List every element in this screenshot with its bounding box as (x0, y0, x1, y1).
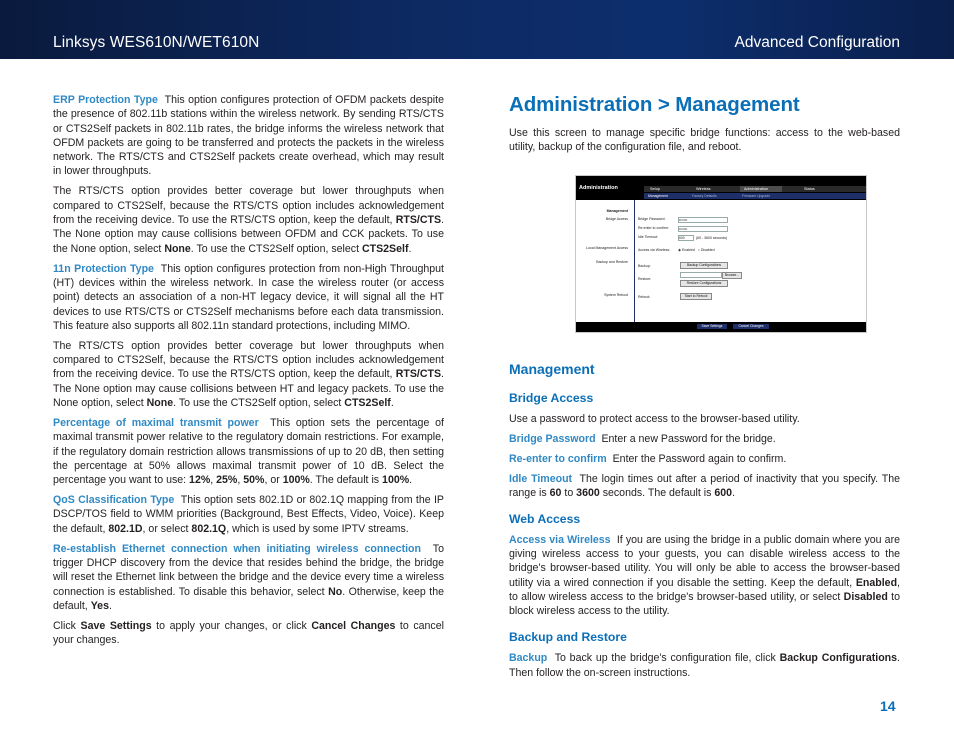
bridge-access-intro: Use a password to protect access to the browser-based utility. (509, 412, 800, 425)
idle-timeout-paragraph: Idle Timeout The login times out after a period of inactivity that you specify. The range is 60 to 3600 seconds. The default is 600. (509, 472, 900, 499)
screenshot-cancel-button: Cancel Changes (733, 324, 769, 329)
screenshot-backup-button: Backup Configurations (680, 262, 728, 269)
rts-paragraph-2: The RTS/CTS option provides better coverage but lower throughputs when compared to CTS2Self, because the RTS/CTS option includes acknowledgement from the receiving device. To use the RTS/CTS option, keep the default, RTS/CTS. The None option may cause collisions between HT and legacy packets. To use the None option, select None. To use the CTS2Self option, select CTS2Self. (53, 339, 444, 409)
screenshot-subnav-management: Management (648, 193, 668, 198)
bridge-password-paragraph: Bridge Password Enter a new Password for the bridge. (509, 432, 776, 445)
screenshot-restore-file-field (680, 272, 722, 278)
screenshot-label-wireless: Access via Wireless: (638, 247, 671, 252)
rts-paragraph-1: The RTS/CTS option provides better coverage but lower throughputs when compared to CTS2Self, because the RTS/CTS option includes acknowledgement from the receiving device. To use the RTS/CTS option, keep the default, RTS/CTS. The None option may cause collisions between OFDM and CCK packets. To use the None option, select None. To use the CTS2Self option, select CTS2Self. (53, 185, 444, 255)
access-wireless-term: Access via Wireless (509, 533, 611, 546)
screenshot-confirm-field: ••••••• (678, 226, 728, 232)
backup-paragraph: Backup To back up the bridge's configuration file, click Backup Configurations. Then follow the on-screen instructions. (509, 652, 900, 679)
page-header (0, 0, 954, 59)
page-title: Administration > Management (509, 93, 800, 116)
screenshot-label-restore: Restore: (638, 276, 652, 281)
screenshot-timeout-field: 600 (678, 235, 694, 241)
screenshot-radio-enabled: ◉ Enabled ○ Disabled (678, 247, 715, 252)
screenshot-restore-button: Restore Configurations (680, 280, 728, 287)
management-screenshot (575, 175, 867, 333)
save-paragraph: Click Save Settings to apply your changes, or click Cancel Changes to cancel your changes. (53, 619, 444, 647)
page-number: 14 (880, 698, 896, 714)
screenshot-side-bridge-access: Bridge Access (605, 216, 628, 221)
web-access-heading: Web Access (509, 511, 581, 526)
right-column (509, 93, 900, 686)
screenshot-side-local-access: Local Management Access (586, 245, 628, 250)
management-heading: Management (509, 360, 595, 377)
screenshot-browse-button: Browse... (722, 272, 742, 279)
qos-paragraph: QoS Classification Type This option sets 802.1D or 802.1Q mapping from the IP DSCP/TOS field to WMM priorities (Background, Best Effects, Video, Voice). Keep the default, 802.1D, or select 802.1Q, which is used by some IPTV streams. (53, 494, 445, 535)
intro-paragraph: Use this screen to manage specific bridge functions: access to the web-based utility, backup of the configuration file, and reboot. (509, 127, 900, 154)
screenshot-nav-status: Status (804, 186, 815, 191)
reenter-paragraph: Re-enter to confirm Enter the Password again to confirm. (509, 452, 787, 465)
product-name: Linksys WES610N/WET610N (53, 34, 260, 51)
screenshot-label-confirm: Re-enter to confirm: (638, 225, 669, 230)
screenshot-label-reboot: Reboot: (638, 294, 651, 299)
backup-term: Backup (509, 652, 548, 665)
bridge-password-term: Bridge Password (509, 432, 596, 445)
erp-paragraph: ERP Protection Type This option configures protection of OFDM packets despite the presence of 802.11b stations within the wireless network. By sending RTS/CTS or CTS2Self packets in 802.11b rates, the bridge informs the wireless network that OFDM packets are going to be transferred and protects the packets in the wireless network. The RTS/CTS and CTS2Self packets create overhead, which may result in lower throughputs. (53, 94, 444, 178)
screenshot-nav-administration: Administration (744, 186, 769, 191)
screenshot-brand: Administration (579, 184, 618, 191)
percentage-term: Percentage of maximal transmit power (53, 416, 259, 429)
backup-restore-heading: Backup and Restore (509, 630, 627, 645)
screenshot-side-reboot: System Reboot (604, 292, 628, 297)
screenshot-subnav-firmware: Firmware Upgrade (742, 193, 771, 198)
screenshot-nav-setup: Setup (650, 186, 660, 191)
erp-term: ERP Protection Type (53, 94, 158, 106)
screenshot-label-backup: Backup: (638, 263, 651, 268)
reestablish-paragraph: Re-establish Ethernet connection when initiating wireless connection To trigger DHCP discovery from the device that resides behind the bridge, the bridge will reset the Ethernet link between the bridge and the device every time a wireless connection is established. To disable this behavior, select No. Otherwise, keep the default, Yes. (53, 542, 444, 612)
screenshot-reboot-button: Start to Reboot (680, 293, 712, 300)
screenshot-subnav-factory: Factory Defaults (692, 193, 717, 198)
n11-paragraph: 11n Protection Type This option configures protection from non-High Throughput (HT) devices within the wireless network. In case the wireless router (or access point) detects an association of a non-HT legacy device, it will signal all the HT devices to use RTS/CTS or CTS2Self mechanisms before each data transmission. This feature also supports all 802.11n standard protections, including MIMO. (53, 262, 445, 332)
n11-term: 11n Protection Type (53, 262, 154, 275)
screenshot-side-backup: Backup and Restore (596, 259, 628, 264)
reenter-term: Re-enter to confirm (509, 452, 607, 465)
percentage-paragraph: Percentage of maximal transmit power This option sets the percentage of maximal transmit power relative to the regulatory domain restrictions. For example, if the regulatory domain restriction allows transmissions of up to 20 dB, then setting the percentage at 50% allows maximal transmit power of 10 dB. Select the percentage you want to use: 12%, 25%, 50%, or 100%. The default is 100%. (53, 416, 444, 487)
reestablish-term: Re-establish Ethernet connection when initiating wireless connection (53, 542, 421, 555)
screenshot-label-password: Bridge Password: (638, 216, 666, 221)
qos-term: QoS Classification Type (53, 494, 175, 507)
screenshot-save-button: Save Settings (697, 324, 727, 329)
section-name: Advanced Configuration (734, 34, 900, 51)
screenshot-password-field: ••••••• (678, 217, 728, 223)
bridge-access-heading: Bridge Access (509, 390, 594, 405)
left-column (53, 93, 444, 653)
access-wireless-paragraph: Access via Wireless If you are using the bridge in a public domain where you are giving wireless access to your guests, you can disable wireless access to the bridge's browser-based utility. You will only be able to access the browser-based utility via a wired connection if you disable the setting. Keep the default, Enabled, to allow wireless access to the bridge's browser-based utility, or select Disabled to block wireless access to the utility. (509, 533, 900, 618)
idle-timeout-term: Idle Timeout (509, 472, 573, 485)
screenshot-divider (634, 200, 635, 322)
screenshot-side-management: Management (606, 208, 628, 213)
screenshot-timeout-hint: (60 - 3600 seconds) (696, 235, 728, 240)
screenshot-nav-wireless: Wireless (696, 186, 711, 191)
screenshot-label-timeout: Idle Timeout: (638, 234, 659, 239)
